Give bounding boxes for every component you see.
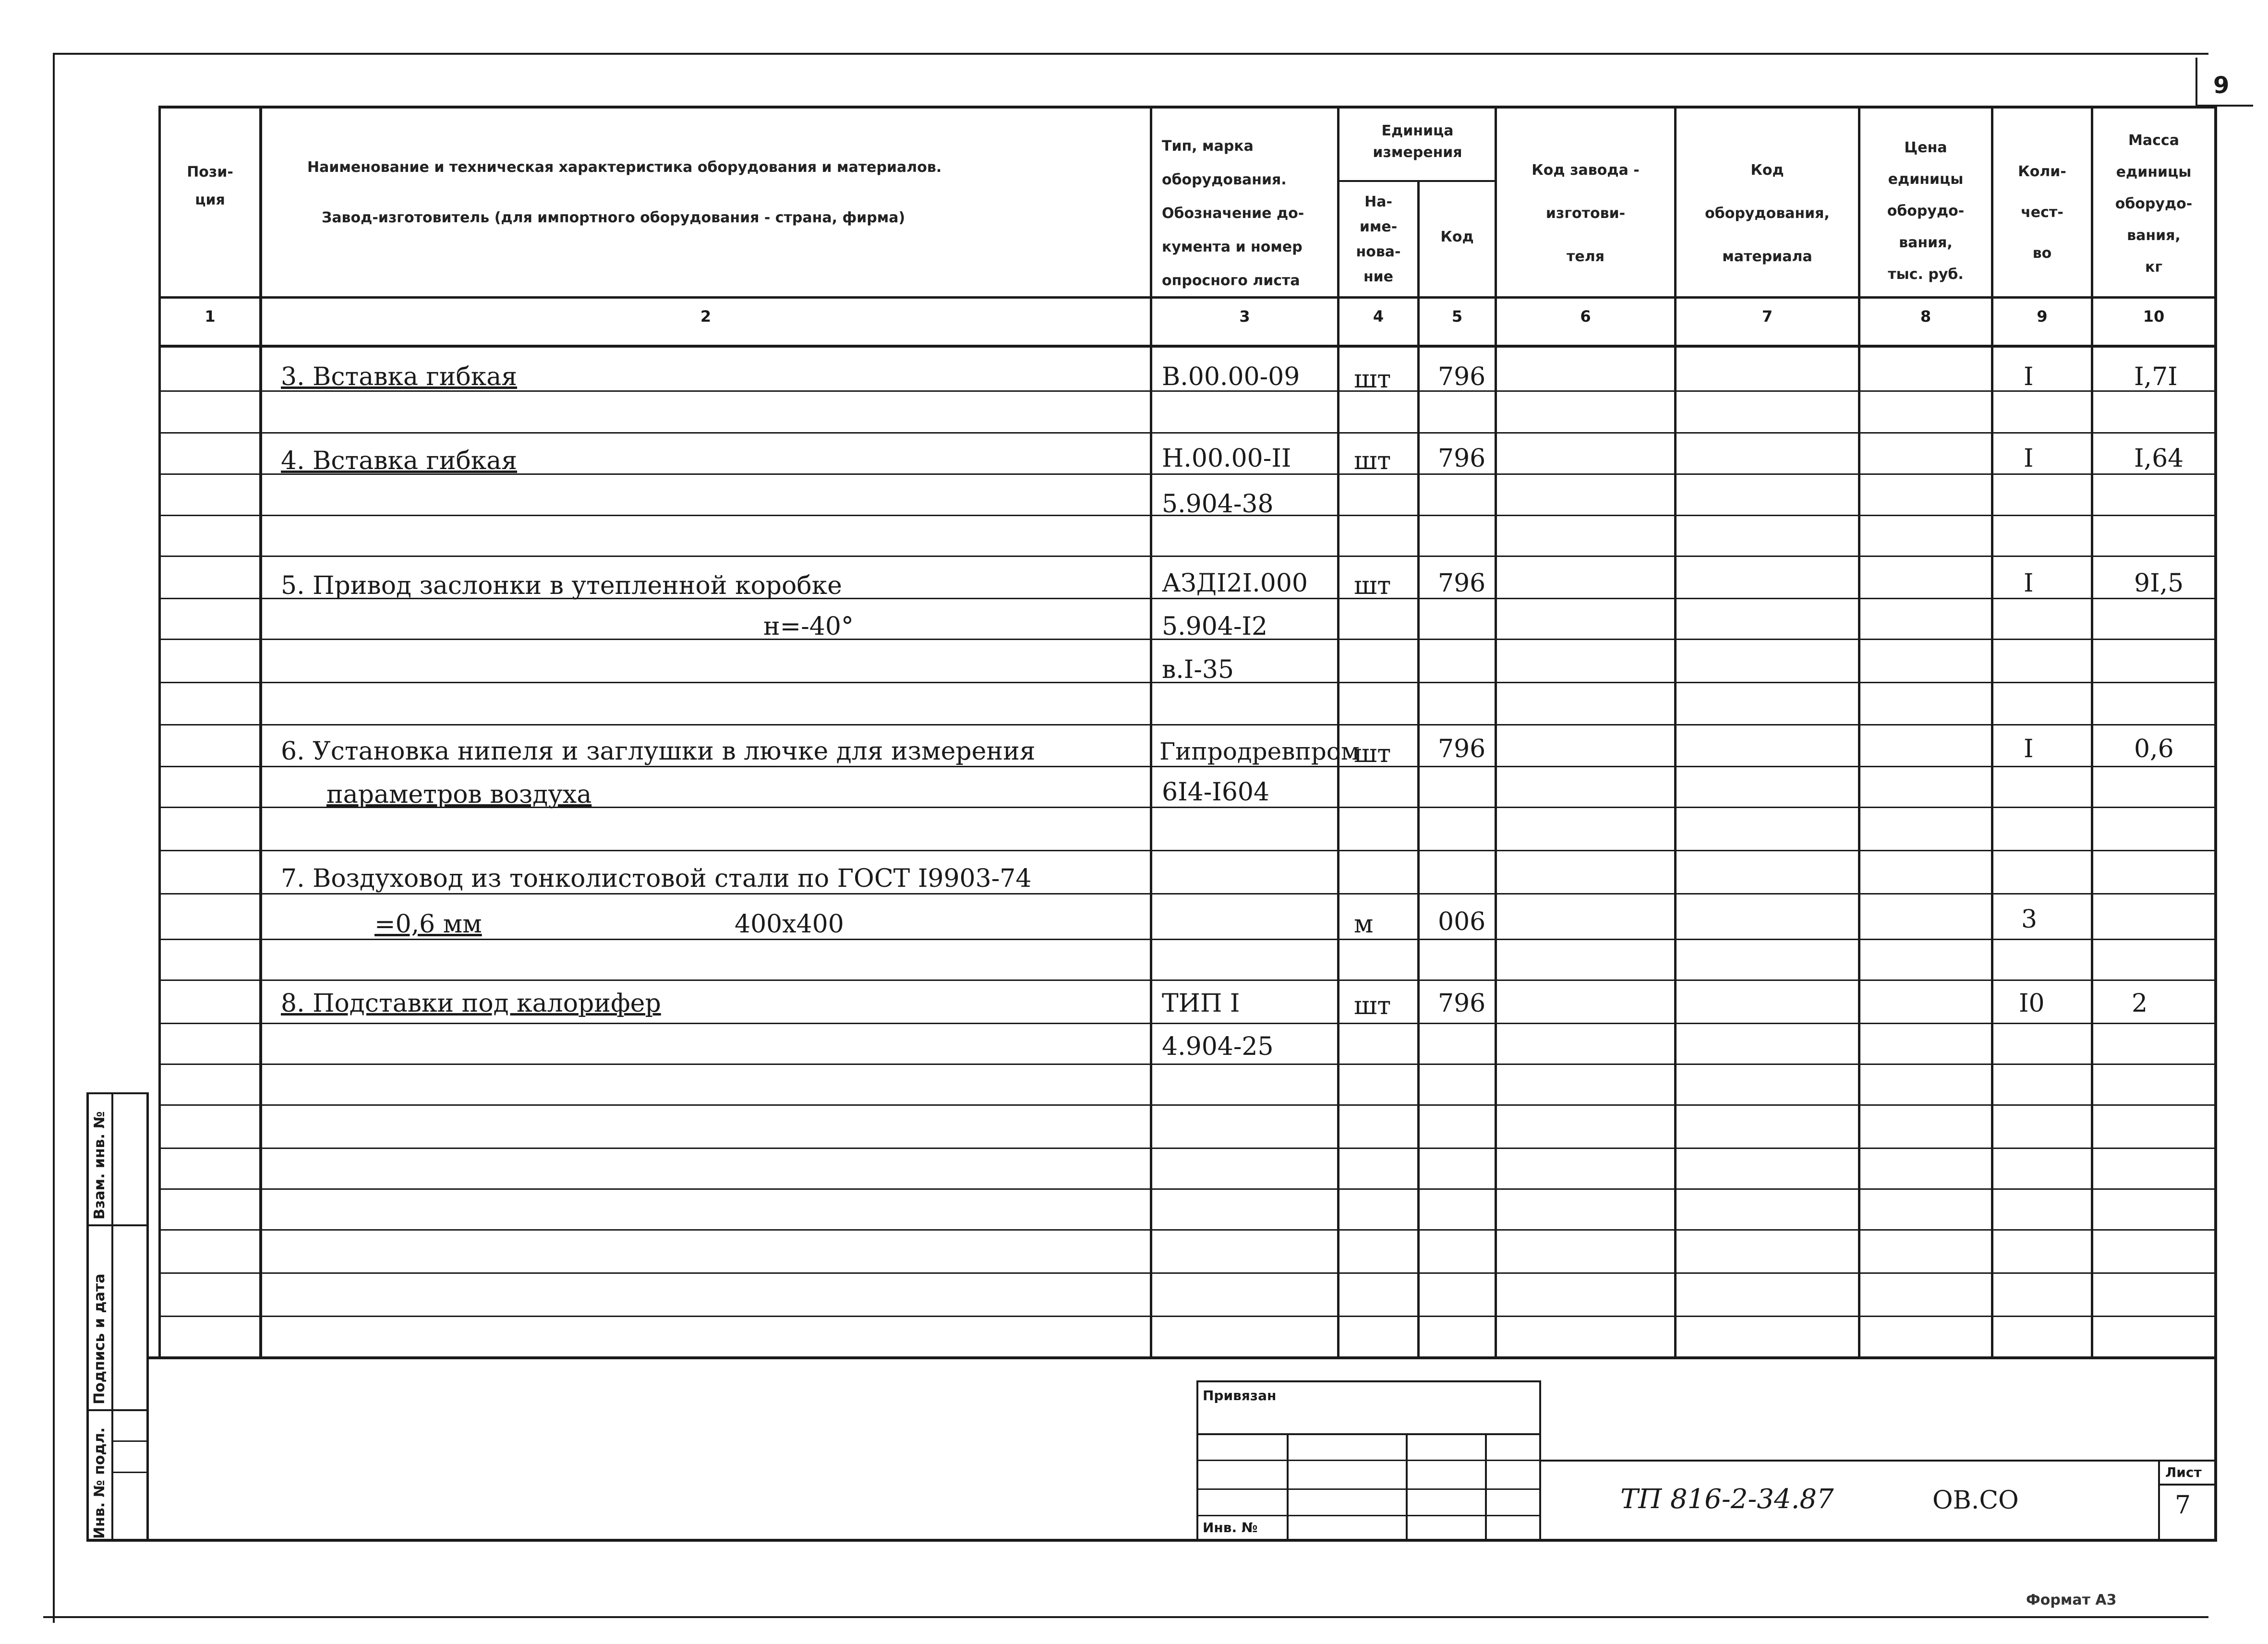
row-3-type: В.00.00-09 [1162, 363, 1300, 391]
header-equipment-code: Код оборудования, материала [1705, 162, 1830, 265]
row-line [158, 1272, 2216, 1274]
vline-9 [1991, 106, 1993, 1359]
title-top [1541, 1460, 2217, 1462]
row-line [158, 556, 2216, 557]
unit-group-divider [1337, 180, 1496, 182]
stamp-right [146, 1092, 149, 1541]
row-6b-type: 6I4-I604 [1162, 778, 1270, 807]
header-name-line2: Завод-изготовитель (для импортного оборудования - страна, фирма) [322, 209, 905, 226]
stamp-podpis-label: Подпись и дата [91, 1273, 108, 1404]
row-6-qty: I [2024, 735, 2034, 763]
row-5-unit: шт [1354, 571, 1391, 600]
row-8-mass: 2 [2132, 989, 2148, 1018]
row-4-name: 4. Вставка гибкая [281, 447, 518, 475]
row-6-name: 6. Установка нипеля и заглушки в лючке для измерения [281, 737, 1036, 766]
header-unit-code: Код [1440, 229, 1474, 245]
row-3-code: 796 [1438, 363, 1486, 391]
header-unit-mass: Масса единицы оборудо- вания, кг [2115, 132, 2193, 276]
priv-h4 [1196, 1515, 1541, 1516]
frame-top [53, 53, 2208, 55]
row-line [158, 1229, 2216, 1231]
document-code: ОВ.СО [1932, 1486, 2019, 1515]
inv-no-label: Инв. № [1203, 1520, 1258, 1535]
header-name-line1: Наименование и техническая характеристика оборудования и материалов. [307, 159, 942, 176]
row-8-code: 796 [1438, 989, 1486, 1018]
project-number: ТП 816-2-34.87 [1620, 1484, 1834, 1515]
priv-h3 [1196, 1488, 1541, 1490]
colnum-5: 5 [1451, 307, 1463, 326]
vline-1 [158, 106, 161, 1359]
row-line [158, 1188, 2216, 1190]
row-7b-thickness: =0,6 мм [374, 910, 482, 939]
row-line [158, 1023, 2216, 1024]
row-line [158, 979, 2216, 981]
header-unit-group: Единица измерения [1373, 122, 1462, 161]
row-line [158, 1104, 2216, 1106]
row-7-name: 7. Воздуховод из тонколистовой стали по ГОСТ I9903-74 [281, 864, 1032, 893]
header-plant-code: Код завода - изготови- теля [1532, 162, 1640, 265]
row-5-mass: 9I,5 [2134, 569, 2184, 598]
row-line [158, 1148, 2216, 1149]
colnum-4: 4 [1373, 307, 1384, 326]
vline-5 [1417, 180, 1420, 1359]
frame-left-outer [53, 53, 55, 1623]
table-colnum-bottom [158, 345, 2216, 348]
row-5c-type: в.I-35 [1162, 655, 1234, 684]
colnum-2: 2 [700, 307, 712, 326]
list-label: Лист [2165, 1464, 2202, 1480]
row-3-name: 3. Вставка гибкая [281, 363, 518, 391]
stamp-div1 [86, 1224, 149, 1226]
colnum-7: 7 [1761, 307, 1773, 326]
row-5-type: АЗДI2I.000 [1162, 569, 1308, 598]
colnum-9: 9 [2037, 307, 2048, 326]
priv-v1 [1287, 1433, 1289, 1541]
colnum-3: 3 [1239, 307, 1250, 326]
row-5-name: 5. Привод заслонки в утепленной коробке [281, 571, 842, 600]
header-unit-price: Цена единицы оборудо- вания, тыс. руб. [1887, 139, 1965, 283]
row-6-mass: 0,6 [2134, 735, 2174, 763]
row-5-qty: I [2024, 569, 2034, 598]
row-8-type: ТИП I [1162, 989, 1240, 1018]
row-4-code: 796 [1438, 444, 1486, 473]
stamp-div2 [86, 1409, 149, 1411]
row-5-code: 796 [1438, 569, 1486, 598]
header-unit-name: На- име- нова- ние [1356, 193, 1401, 285]
row-8-unit: шт [1354, 991, 1391, 1020]
row-4-mass: I,64 [2134, 444, 2184, 473]
vline-10 [2091, 106, 2093, 1359]
row-4-type: Н.00.00-II [1162, 444, 1291, 473]
row-line [158, 724, 2216, 725]
row-line [158, 850, 2216, 851]
row-line [158, 939, 2216, 940]
colnum-6: 6 [1580, 307, 1591, 326]
stamp-left [86, 1092, 89, 1539]
row-4-unit: шт [1354, 447, 1391, 475]
priv-top [1196, 1380, 1541, 1382]
stamp-top [86, 1092, 149, 1094]
sheetnum-box-left [2196, 58, 2197, 106]
list-box-div [2158, 1484, 2217, 1486]
header-position: Пози- ция [187, 164, 233, 208]
drawing-bottom [86, 1539, 2217, 1542]
format-label: Формат А3 [2026, 1592, 2117, 1608]
stamp-div3 [111, 1440, 149, 1442]
stamp-div4 [111, 1472, 149, 1473]
list-box-left [2158, 1460, 2160, 1541]
row-7b-qty: 3 [2021, 905, 2038, 934]
row-line [158, 1064, 2216, 1065]
sheet-number-top: 9 [2213, 72, 2230, 99]
priv-h1 [1196, 1433, 1541, 1435]
vline-4 [1337, 106, 1339, 1359]
row-line [158, 432, 2216, 434]
frame-bottom-outer [43, 1616, 2208, 1618]
table-right [2214, 106, 2217, 1541]
header-quantity: Коли- чест- во [2018, 163, 2066, 262]
row-5b-name: н=-40° [763, 612, 854, 641]
row-6-type: Гипродревпром [1159, 737, 1360, 765]
row-8-qty: I0 [2019, 989, 2045, 1018]
row-3-mass: I,7I [2134, 363, 2178, 391]
row-8-name: 8. Подставки под калорифер [281, 989, 661, 1018]
priv-v2 [1406, 1433, 1408, 1541]
list-number: 7 [2175, 1491, 2191, 1520]
row-3-qty: I [2024, 363, 2034, 391]
vline-8 [1858, 106, 1860, 1359]
table-bottom [149, 1356, 2216, 1359]
row-3-unit: шт [1354, 365, 1391, 394]
colnum-8: 8 [1920, 307, 1931, 326]
row-7b-size: 400x400 [735, 910, 844, 939]
vline-2 [259, 106, 262, 1359]
row-6-unit: шт [1354, 739, 1391, 768]
colnum-1: 1 [205, 307, 216, 326]
vline-6 [1495, 106, 1497, 1359]
priv-v3 [1485, 1433, 1487, 1541]
row-line [158, 1316, 2216, 1317]
header-type: Тип, марка оборудования. Обозначение до- кумента и номер опросного листа [1162, 138, 1304, 289]
priv-h2 [1196, 1460, 1541, 1461]
row-line [158, 766, 2216, 767]
row-7b-code: 006 [1438, 907, 1486, 936]
row-8b-type: 4.904-25 [1162, 1032, 1274, 1061]
privyazan-label: Привязан [1203, 1388, 1277, 1403]
stamp-inv-label: Инв. № подл. [91, 1427, 108, 1539]
vline-7 [1674, 106, 1677, 1359]
row-7b-unit: м [1354, 910, 1374, 939]
row-5b-type: 5.904-I2 [1162, 612, 1268, 641]
row-4b-type: 5.904-38 [1162, 490, 1274, 519]
colnum-10: 10 [2143, 307, 2165, 326]
row-6b-name: параметров воздуха [326, 780, 592, 809]
stamp-vzam-label: Взам. инв. № [91, 1111, 108, 1220]
row-4-qty: I [2024, 444, 2034, 473]
row-6-code: 796 [1438, 735, 1486, 763]
row-line [158, 893, 2216, 895]
table-top [158, 106, 2216, 109]
